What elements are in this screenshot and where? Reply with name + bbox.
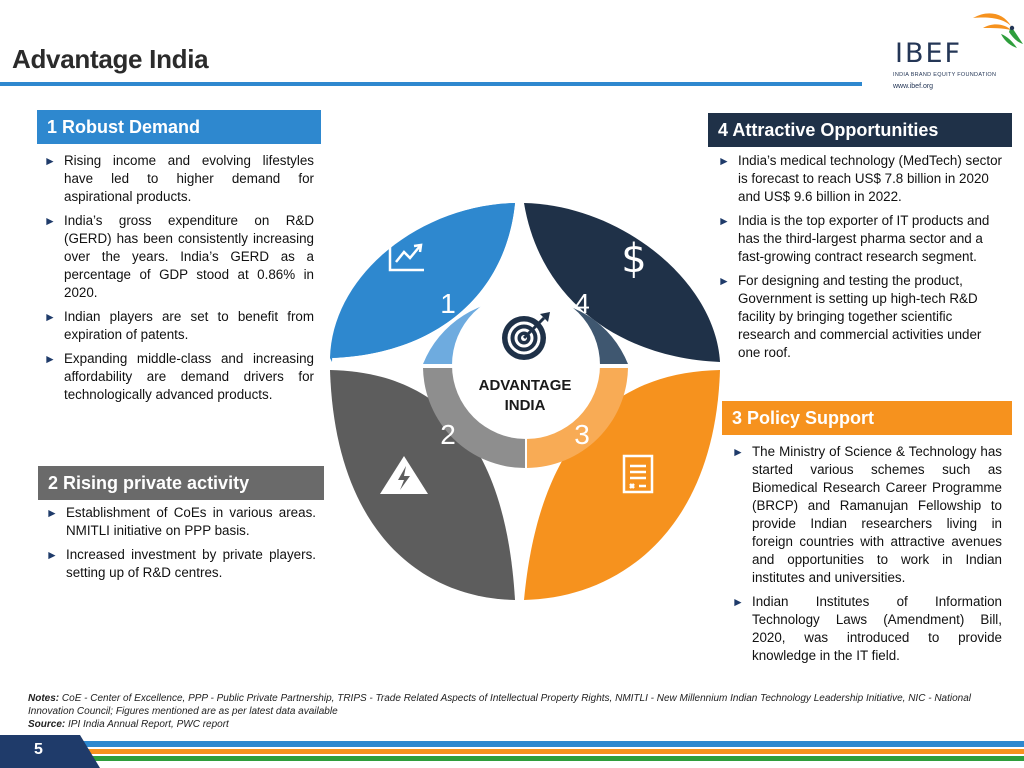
bird-logo-icon [971, 8, 1023, 50]
quadrant-2-number: 2 [440, 419, 456, 450]
list-item: ► Rising income and evolving lifestyles have led to higher demand for aspirational products. [44, 153, 314, 204]
list-item: ► Expanding middle-class and increasing affordability are demand drivers for technologically advanced products. [44, 351, 314, 402]
bullet-arrow-icon: ► [46, 506, 58, 520]
title-divider [0, 82, 862, 86]
list-item: ► Increased investment by private players. setting up of R&D centres. [46, 547, 316, 580]
quadrant-1-number: 1 [440, 288, 456, 319]
attractive-opportunities-list [716, 152, 1004, 368]
bullet-arrow-icon: ► [718, 274, 730, 288]
robust-demand-list [42, 152, 314, 410]
footer-bar [0, 735, 1024, 768]
policy-support-list [730, 443, 1002, 671]
bullet-arrow-icon: ► [732, 595, 744, 609]
bullet-arrow-icon: ► [718, 214, 730, 228]
list-item: ► Indian Institutes of Information Technology Laws (Amendment) Bill, 2020, was introduced to provide knowledge in the IT field. [732, 594, 1002, 663]
dollar-icon: $ [621, 236, 647, 282]
section-header-private-activity: 2 Rising private activity [38, 466, 324, 500]
list-item: ► Indian players are set to benefit from expiration of patents. [44, 309, 314, 342]
notes-line: Notes: CoE - Center of Excellence, PPP - Public Private Partnership, TRIPS - Trade Related Aspects of Intellectual Property Rights, NMITLI - New Millennium Indian Technology Leadership Initiative, NIC - National Innovation Council; Figures mentioned are as per latest data available [28, 693, 972, 717]
logo-wordmark: IBEF [895, 38, 963, 69]
advantage-wheel [320, 196, 730, 608]
ibef-logo [893, 8, 1024, 94]
bullet-arrow-icon: ► [44, 214, 56, 228]
quadrant-3-number: 3 [574, 419, 590, 450]
private-activity-list [44, 504, 316, 588]
page-title: Advantage India [12, 44, 209, 74]
source-line: Source: IPI India Annual Report, PWC report [28, 719, 229, 730]
bullet-arrow-icon: ► [46, 548, 58, 562]
list-item: ► Establishment of CoEs in various areas. NMITLI initiative on PPP basis. [46, 505, 316, 538]
bullet-arrow-icon: ► [44, 310, 56, 324]
list-item: ► India’s medical technology (MedTech) sector is forecast to reach US$ 7.8 billion in 2020 and US$ 9.6 billion in 2022. [718, 153, 1002, 204]
footnotes [28, 692, 1008, 731]
list-item: ► India is the top exporter of IT products and has the third-largest pharma sector and a fast-growing contract research segment. [718, 213, 990, 264]
center-label-line1: ADVANTAGE [478, 377, 572, 394]
bullet-arrow-icon: ► [44, 154, 56, 168]
quadrant-4-number: 4 [574, 288, 590, 319]
bullet-arrow-icon: ► [732, 445, 744, 459]
page-number: 5 [34, 741, 43, 758]
list-item: ► India’s gross expenditure on R&D (GERD) has been consistently increasing over the years. India’s GERD as a percentage of GDP stood at 0.86% in 2020. [44, 213, 314, 300]
list-item: ► For designing and testing the product, Government is setting up high-tech R&D facility by bringing together scientific research and commercial activities under one roof. [718, 273, 982, 360]
section-header-attractive-opportunities: 4 Attractive Opportunities [708, 113, 1012, 147]
logo-tagline: INDIA BRAND EQUITY FOUNDATION [893, 72, 997, 78]
list-item: ► The Ministry of Science & Technology has started various schemes such as Biomedical Research Career Programme (BRCP) and Ramanujan Fellowship to provide Indian researchers living in foreign countries with attractive avenues and opportunities to work in Indian institutes and universities. [732, 444, 1002, 585]
section-header-robust-demand: 1 Robust Demand [37, 110, 321, 144]
bullet-arrow-icon: ► [718, 154, 730, 168]
center-label-line2: INDIA [504, 397, 546, 414]
bullet-arrow-icon: ► [44, 352, 56, 366]
section-header-policy-support: 3 Policy Support [722, 401, 1012, 435]
logo-url: www.ibef.org [893, 83, 934, 90]
